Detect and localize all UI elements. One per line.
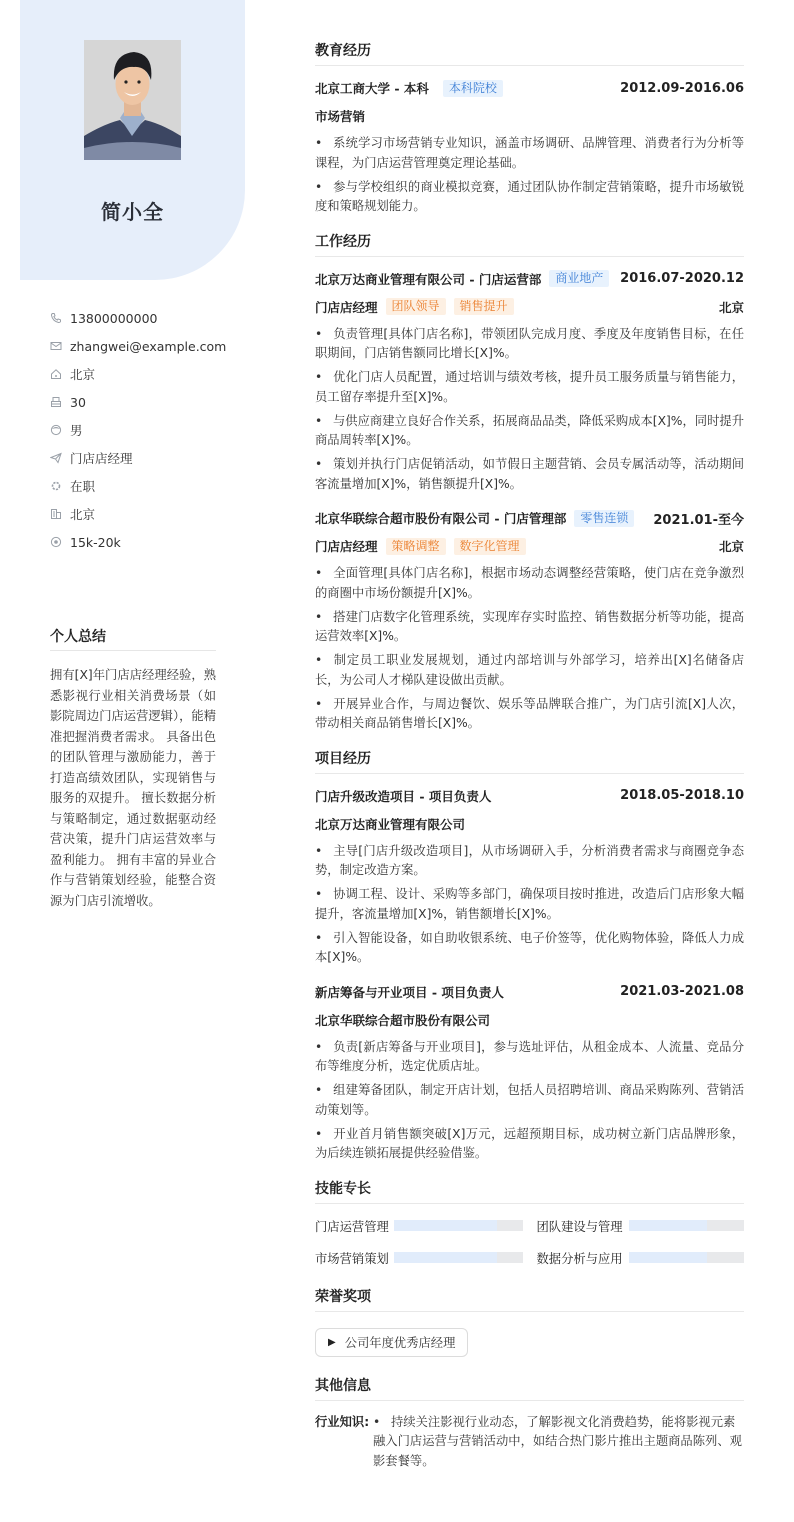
contact-text: 男 (70, 423, 83, 438)
age-icon (50, 396, 62, 408)
skill-bar-fill (394, 1220, 497, 1231)
job-location: 北京 (718, 299, 744, 315)
project-name: 新店筹备与开业项目 - 项目负责人 (315, 984, 504, 1000)
bullet-item: • 负责[新店筹备与开业项目]，参与选址评估，从租金成本、人流量、竞品分布等维度分析，选定优质店址。 (315, 1039, 744, 1073)
bullet-list (315, 134, 744, 217)
skill-bar-fill (629, 1252, 708, 1263)
contact-list (50, 304, 226, 556)
skill-item (315, 1248, 523, 1268)
section-title: 其他信息 (315, 1375, 744, 1401)
summary-title: 个人总结 (50, 626, 216, 651)
job-location: 北京 (718, 539, 744, 554)
bullet-item: • 协调工程、设计、采购等多部门，确保项目按时推进，改造后门店形象大幅提升，客流量增加[X]%，销售额增长[X]%。 (315, 887, 744, 921)
skill-bar-fill (394, 1252, 497, 1263)
skills-grid (315, 1216, 744, 1268)
date-range: 2012.09-2016.06 (620, 80, 744, 96)
skill-bar (629, 1220, 745, 1231)
avatar-photo (84, 40, 181, 160)
work-section (315, 231, 744, 734)
project-entry (315, 982, 744, 1164)
projects-section (315, 748, 744, 1164)
section-title: 项目经历 (315, 748, 744, 774)
skill-tag: 数字化管理 (454, 538, 526, 555)
honors-section (315, 1286, 744, 1357)
bullet-list (315, 1038, 744, 1164)
skill-name: 团队建设与管理 (536, 1219, 623, 1234)
bullet-item: • 制定员工职业发展规划，通过内部培训与外部学习，培养出[X]名储备店长，为公司人才梯队建设做出贡献。 (315, 653, 744, 687)
gender-icon (50, 424, 62, 436)
bullet-item: • 参与学校组织的商业模拟竞赛，通过团队协作制定营销策略，提升市场敏锐度和策略规划能力。 (315, 179, 744, 213)
industry-tag: 零售连锁 (574, 510, 634, 527)
company-name: 北京万达商业管理有限公司 - 门店运营部 (315, 271, 542, 287)
contact-work-city (50, 500, 226, 528)
contact-age (50, 388, 226, 416)
skill-bar (394, 1252, 523, 1263)
education-entry (315, 78, 744, 217)
honor-item-toggle[interactable] (315, 1328, 468, 1357)
main-content (315, 40, 744, 1489)
bullet-dot: • (373, 1414, 381, 1429)
contact-email (50, 332, 226, 360)
project-company: 北京万达商业管理有限公司 (315, 816, 466, 832)
date-range: 2018.05-2018.10 (620, 788, 744, 803)
contact-city (50, 360, 226, 388)
project-entry (315, 786, 744, 968)
bullet-item: • 组建筹备团队，制定开店计划，包括人员招聘培训、商品采购陈列、营销活动策划等。 (315, 1083, 744, 1117)
contact-salary (50, 528, 226, 556)
personal-summary (50, 626, 216, 911)
contact-text: 在职 (70, 479, 96, 494)
candidate-name: 简小全 (101, 200, 164, 224)
bullet-item: • 开展异业合作，与周边餐饮、娱乐等品牌联合推广，为门店引流[X]人次，带动相关商品销售增长[X]%。 (315, 696, 744, 730)
date-range: 2016.07-2020.12 (620, 271, 744, 286)
bullet-item: • 优化门店人员配置，通过培训与绩效考核，提升员工服务质量与销售能力，员工留存率提升至[X]%。 (315, 370, 744, 404)
skill-tag: 团队领导 (386, 298, 446, 315)
skill-bar (394, 1220, 523, 1231)
job-role: 门店店经理 (315, 539, 378, 554)
expand-triangle-icon: ▶ (328, 1336, 336, 1348)
bullet-item: • 全面管理[具体门店名称]，根据市场动态调整经营策略，使门店在竞争激烈的商圈中市场份额提升[X]%。 (315, 566, 744, 600)
contact-text: 15k-20k (70, 534, 121, 550)
contact-text: 30 (70, 394, 86, 410)
bullet-item: • 策划并执行门店促销活动，如节假日主题营销、会员专属活动等，活动期间客流量增加[X]%，销售额提升[X]%。 (315, 457, 744, 491)
school-name: 北京工商大学 - 本科 (315, 81, 429, 96)
industry-tag: 商业地产 (549, 270, 609, 287)
salary-icon (50, 536, 62, 548)
bullet-item: • 与供应商建立良好合作关系，拓展商品品类，降低采购成本[X]%，同时提升商品周转率[X]%。 (315, 413, 744, 447)
bullet-item: • 引入智能设备，如自助收银系统、电子价签等，优化购物体验，降低人力成本[X]%。 (315, 930, 744, 964)
bullet-item: • 搭建门店数字化管理系统，实现库存实时监控、销售数据分析等功能，提高运营效率[X]%。 (315, 609, 744, 643)
school-tag: 本科院校 (443, 80, 503, 97)
building-icon (50, 508, 62, 520)
work-entry (315, 269, 744, 495)
honor-label: 公司年度优秀店经理 (344, 1336, 456, 1350)
skill-name: 市场营销策划 (315, 1251, 389, 1266)
other-info-section (315, 1375, 744, 1472)
contact-status (50, 472, 226, 500)
skills-section (315, 1178, 744, 1268)
skill-item (537, 1216, 745, 1236)
section-title: 教育经历 (315, 40, 744, 66)
contact-position (50, 444, 226, 472)
status-icon (50, 480, 62, 492)
other-info-row (315, 1413, 744, 1472)
section-title: 荣誉奖项 (315, 1286, 744, 1312)
contact-text: 13800000000 (70, 310, 158, 326)
contact-text: 北京 (70, 507, 96, 522)
section-title: 技能专长 (315, 1178, 744, 1204)
skill-item (315, 1216, 523, 1236)
sidebar (0, 0, 260, 1522)
contact-text: 北京 (70, 367, 96, 382)
bullet-item: • 开业首月销售额突破[X]万元，远超预期目标，成功树立新门店品牌形象，为后续连锁拓展提供经验借鉴。 (315, 1126, 744, 1160)
skill-bar (629, 1252, 745, 1263)
work-entry (315, 508, 744, 734)
project-name: 门店升级改造项目 - 项目负责人 (315, 788, 492, 804)
send-icon (50, 452, 62, 464)
contact-phone (50, 304, 226, 332)
job-role: 门店店经理 (315, 299, 378, 315)
contact-text: 门店店经理 (70, 451, 133, 466)
education-section (315, 40, 744, 217)
project-company: 北京华联综合超市股份有限公司 (315, 1012, 491, 1028)
bullet-list (315, 842, 744, 968)
skill-item (537, 1248, 745, 1268)
bullet-item: • 系统学习市场营销专业知识，涵盖市场调研、品牌管理、消费者行为分析等课程，为门店运营管理奠定理论基础。 (315, 136, 744, 170)
home-icon (50, 368, 62, 380)
company-name: 北京华联综合超市股份有限公司 - 门店管理部 (315, 511, 567, 526)
section-title: 工作经历 (315, 231, 744, 257)
summary-text: 拥有[X]年门店店经理经验，熟悉影视行业相关消费场景（如影院周边门店运营逻辑），能精准把握消费者需求。 具备出色的团队管理与激励能力，善于打造高绩效团队，实现销售与服务的双提升。 擅长数据分析与策略制定，通过数据驱动经营决策，提升门店运营效率与盈利能力。 拥有丰富的异业合作与营销策划经验，能整合资源为门店引流增收。 (50, 668, 217, 908)
skill-name: 数据分析与应用 (536, 1251, 623, 1266)
major: 市场营销 (315, 109, 366, 124)
bullet-list (315, 325, 744, 495)
bullet-item: • 主导[门店升级改造项目]，从市场调研入手，分析消费者需求与商圈竞争态势，制定改造方案。 (315, 843, 744, 877)
other-info-key: 行业知识: (315, 1414, 370, 1429)
skill-tag: 销售提升 (454, 298, 514, 315)
other-info-value: • 持续关注影视行业动态，了解影视文化消费趋势，能将影视元素融入门店运营与营销活动中，如结合热门影片推出主题商品陈列、观影套餐等。 (373, 1414, 742, 1468)
phone-icon (50, 312, 62, 324)
contact-gender (50, 416, 226, 444)
skill-bar-fill (629, 1220, 708, 1231)
contact-text: zhangwei@example.com (70, 338, 227, 354)
profile-card (20, 0, 245, 280)
bullet-list (315, 564, 744, 734)
mail-icon (50, 340, 62, 352)
date-range: 2021.01-至今 (653, 512, 744, 528)
date-range: 2021.03-2021.08 (620, 984, 744, 999)
skill-name: 门店运营管理 (315, 1219, 389, 1234)
skill-tag: 策略调整 (386, 538, 446, 555)
bullet-item: • 负责管理[具体门店名称]，带领团队完成月度、季度及年度销售目标，在任职期间，门店销售额同比增长[X]%。 (315, 326, 744, 360)
